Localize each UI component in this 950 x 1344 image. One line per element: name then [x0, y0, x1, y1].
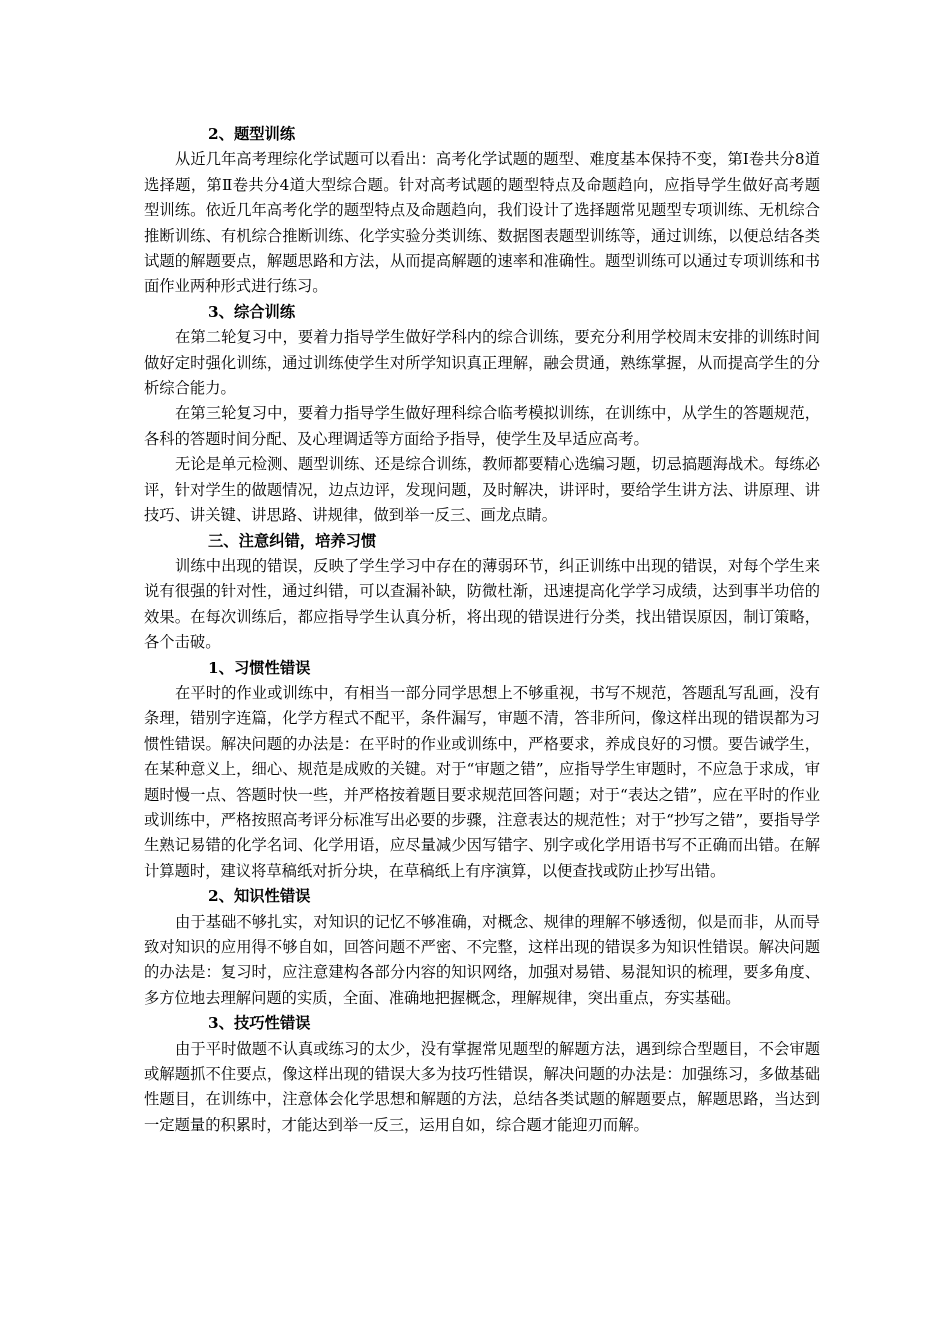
paragraph: 在第三轮复习中，要着力指导学生做好理科综合临考模拟训练，在训练中，从学生的答题规范，各科的答题时间分配、及心理调适等方面给予指导，使学生及早适应高考。 — [144, 404, 820, 448]
paragraph: 训练中出现的错误，反映了学生学习中存在的薄弱环节，纠正训练中出现的错误，对每个学生来说有很强的针对性，通过纠错，可以查漏补缺，防微杜渐，迅速提高化学学习成绩，达到事半功倍的效果。在每次训练后，都应指导学生认真分析，将出现的错误进行分类，找出错误原因，制订策略，各个击破。 — [144, 556, 820, 652]
paragraph: 由于基础不够扎实，对知识的记忆不够准确，对概念、规律的理解不够透彻，似是而非，从而导致对知识的应用得不够自如，回答问题不严密、不完整，这样出现的错误多为知识性错误。解决问题的办法是：复习时，应注意建构各部分内容的知识网络，加强对易错、易混知识的梳理，要多角度、多方位地去理解问题的实质，全面、准确地把握概念，理解规律，突出重点，夯实基础。 — [144, 912, 820, 1007]
paragraph: 在平时的作业或训练中，有相当一部分同学思想上不够重视，书写不规范，答题乱写乱画，没有条理，错别字连篇，化学方程式不配平，条件漏写，审题不清，答非所问，像这样出现的错误都为习惯性错误。解决问题的办法是：在平时的作业或训练中，严格要求，养成良好的习惯。要告诫学生，在某种意义上，细心、规范是成败的关键。对于“审题之错”，应指导学生审题时，不应急于求成，审题时慢一点、答题时快一些，并严格按着题目要求规范回答问题；对于“表达之错”，应在平时的作业或训练中，严格按照高考评分标准写出必要的步骤，注意表达的规范性；对于“抄写之错”，要指导学生熟记易错的化学名词、化学用语，应尽量减少因写错字、别字或化学用语书写不正确而出错。在解计算题时，建议将草稿纸对折分块，在草稿纸上有序演算，以便查找或防止抄写出错。 — [144, 683, 820, 880]
paragraph: 无论是单元检测、题型训练、还是综合训练，教师都要精心选编习题，切忌搞题海战术。每练必评，针对学生的做题情况，边点边评，发现问题，及时解决，讲评时，要给学生讲方法、讲原理、讲技巧、讲关键、讲思路、讲规律，做到举一反三、画龙点睛。 — [144, 455, 820, 525]
paragraph: 从近几年高考理综化学试题可以看出：高考化学试题的题型、难度基本保持不变，第Ⅰ卷共分8道选择题，第Ⅱ卷共分4道大型综合题。针对高考试题的题型特点及命题趋向，应指导学生做好高考题型训练。依近几年高考化学的题型特点及命题趋向，我们设计了选择题常见题型专项训练、无机综合推断训练、有机综合推断训练、化学实验分类训练、数据图表题型训练等，通过训练，以便总结各类试题的解题要点，解题思路和方法，从而提高解题的速率和准确性。题型训练可以通过专项训练和书面作业两种形式进行练习。 — [144, 150, 820, 296]
heading-habitual-errors: 1、习惯性错误 — [208, 658, 311, 677]
heading-comprehensive-training: 3、综合训练 — [208, 302, 296, 321]
paragraph: 在第二轮复习中，要着力指导学生做好学科内的综合训练，要充分利用学校周末安排的训练时间做好定时强化训练，通过训练使学生对所学知识真正理解，融会贯通，熟练掌握，从而提高学生的分析综合能力。 — [144, 328, 820, 398]
document-page — [144, 122, 820, 1138]
heading-knowledge-errors: 2、知识性错误 — [208, 887, 311, 906]
heading-technique-errors: 3、技巧性错误 — [208, 1014, 311, 1033]
heading-error-correction: 三、注意纠错，培养习惯 — [208, 531, 377, 550]
paragraph: 由于平时做题不认真或练习的太少，没有掌握常见题型的解题方法，遇到综合型题目，不会审题或解题抓不住要点，像这样出现的错误大多为技巧性错误，解决问题的办法是：加强练习，多做基础性题目，在训练中，注意体会化学思想和解题的方法，总结各类试题的解题要点，解题思路，当达到一定题量的积累时，才能达到举一反三，运用自如，综合题才能迎刃而解。 — [144, 1039, 820, 1134]
heading-question-type-training: 2、题型训练 — [208, 125, 296, 143]
